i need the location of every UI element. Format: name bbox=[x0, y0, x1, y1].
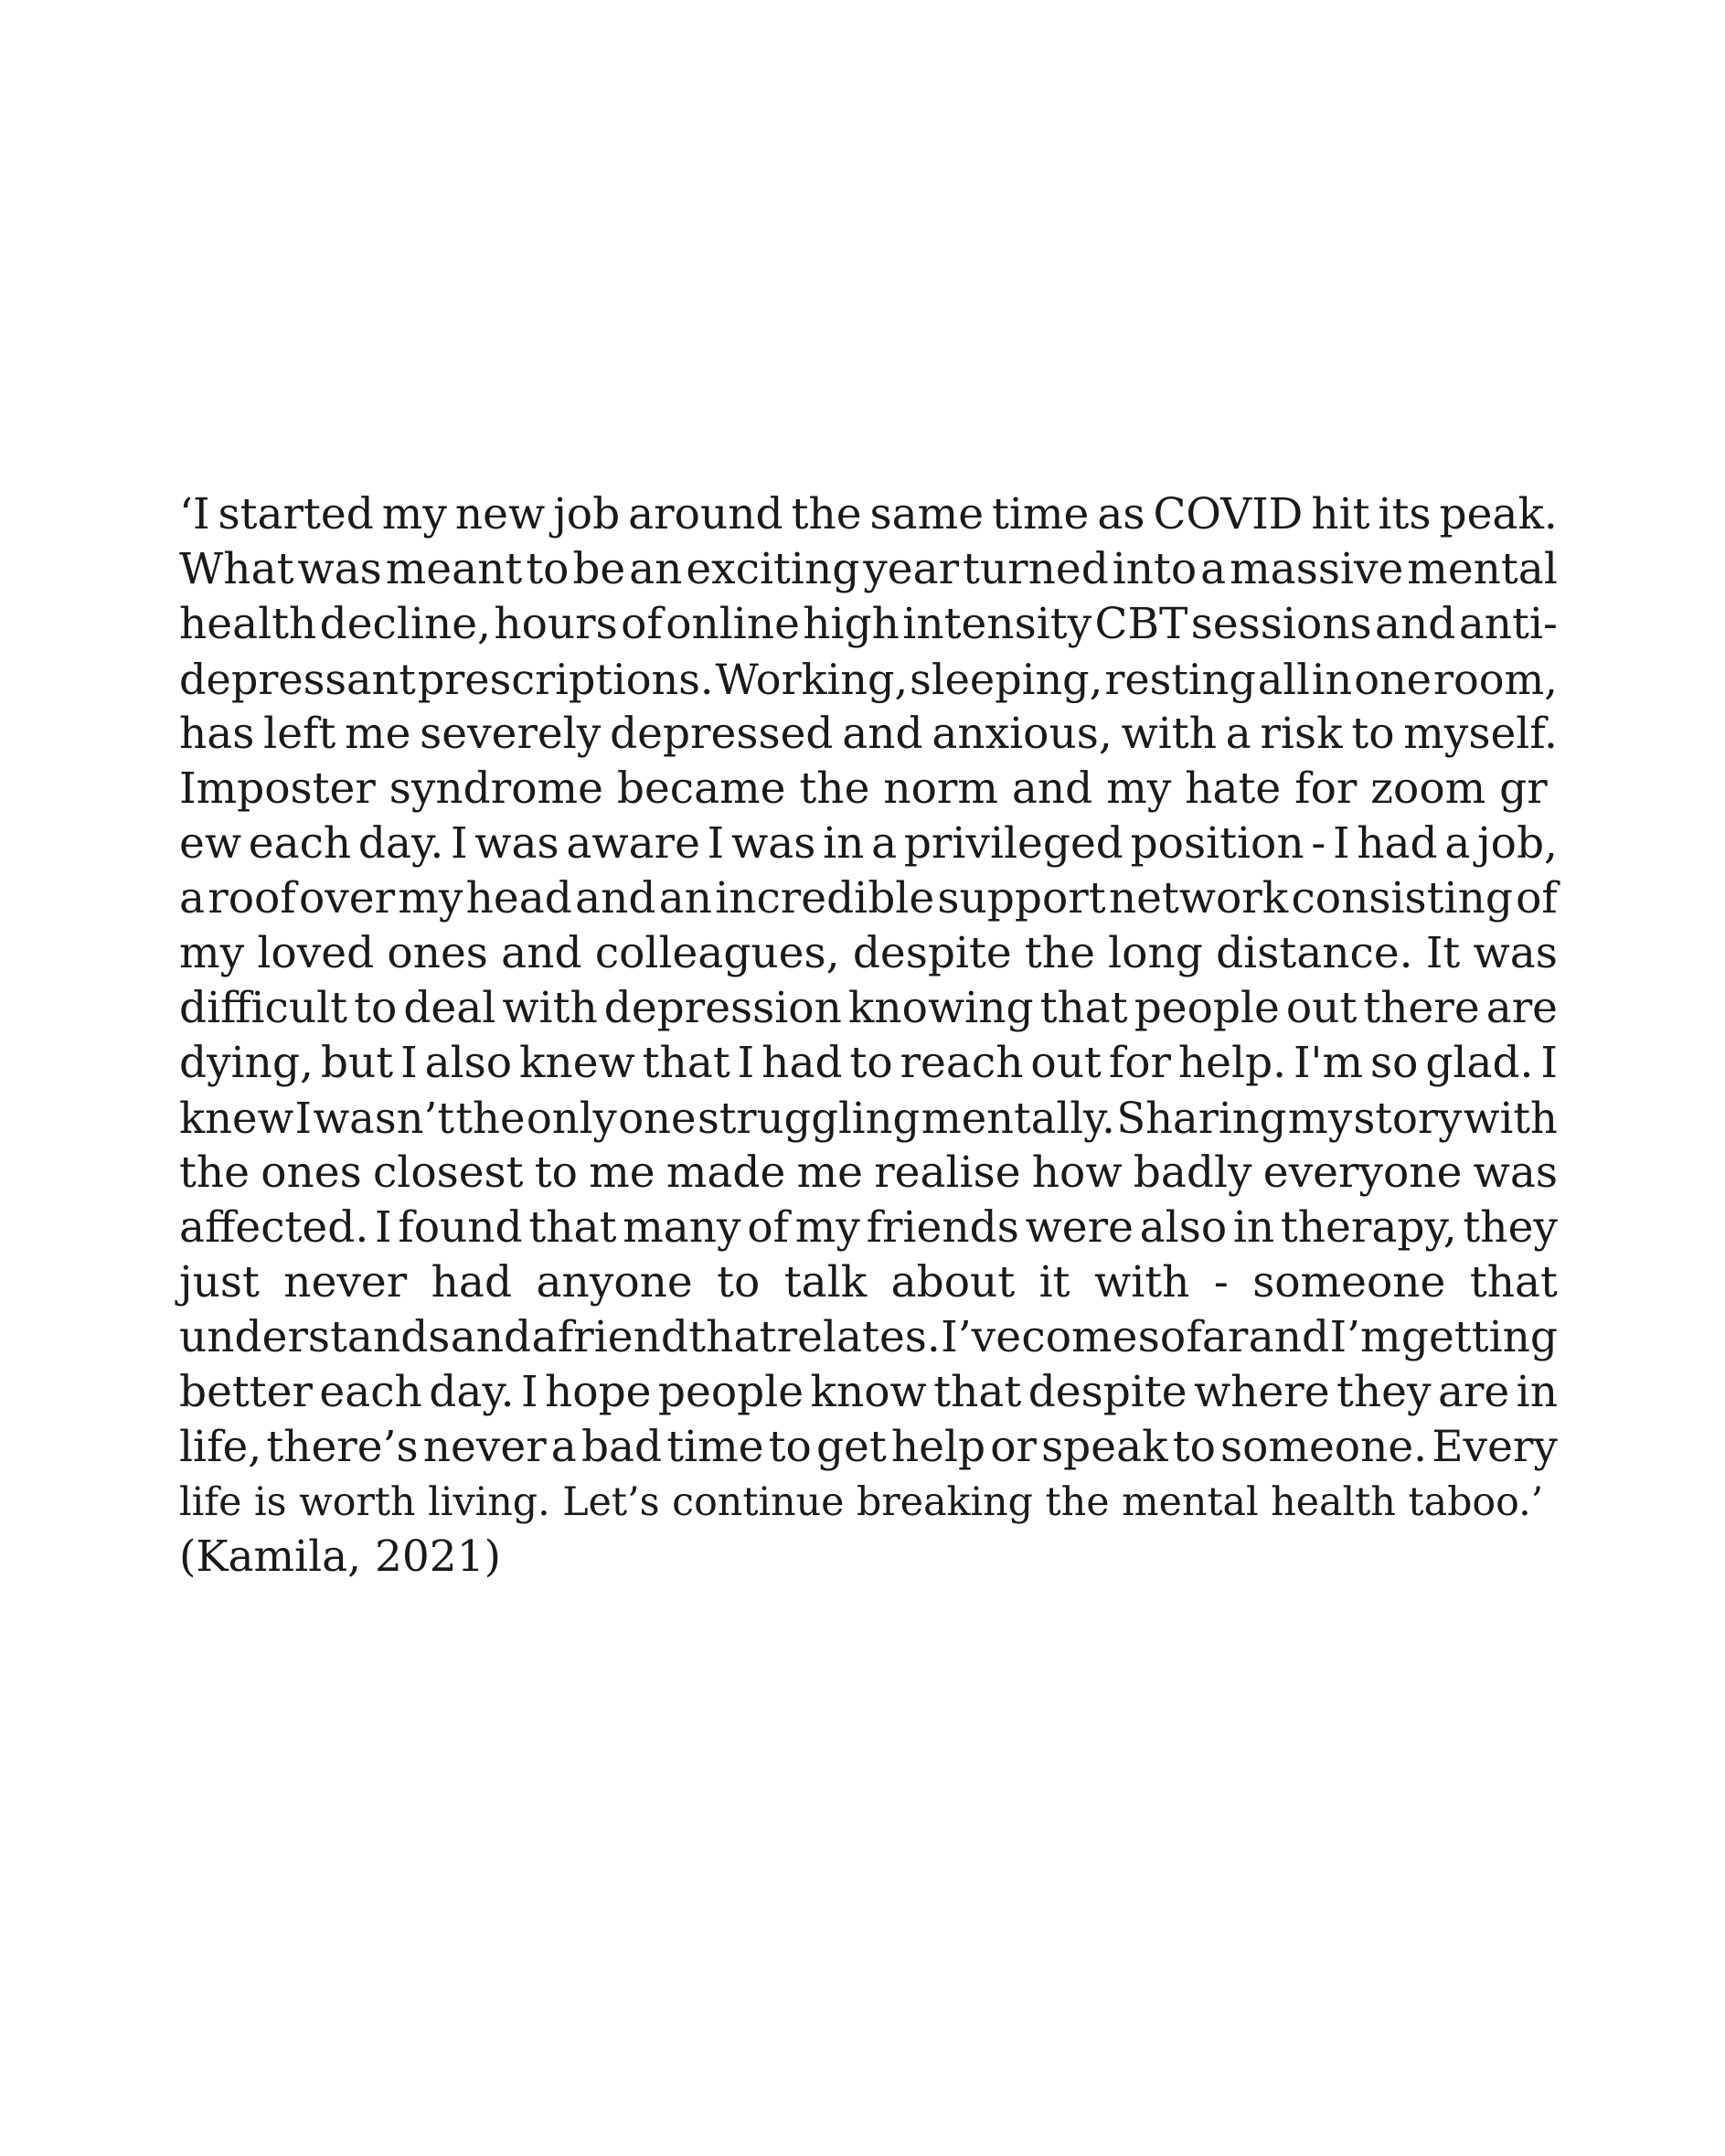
quote-line: health decline, hours of online high intensity CBT sessions and anti- bbox=[179, 599, 1558, 649]
quote-line: better each day. I hope people know that despite where they are in bbox=[179, 1367, 1558, 1417]
quote-line: life is worth living. Let’s continue breaking the mental health taboo.’ bbox=[179, 1479, 1544, 1525]
quote-line: understands and a friend that relates. I’ve come so far and I’m getting bbox=[179, 1312, 1558, 1362]
quote-line: my loved ones and colleagues, despite the long distance. It was bbox=[179, 928, 1558, 978]
quote-line: ‘I started my new job around the same time as COVID hit its peak. bbox=[179, 489, 1558, 539]
quote-line: has left me severely depressed and anxious, with a risk to myself. bbox=[179, 709, 1558, 759]
testimonial-quote bbox=[179, 487, 1558, 1585]
quote-line: depressant prescriptions. Working, sleeping, resting all in one room, bbox=[179, 655, 1558, 704]
quote-line: difficult to deal with depression knowing that people out there are bbox=[179, 983, 1558, 1033]
quote-line: ew each day. I was aware I was in a privileged position - I had a job, bbox=[179, 818, 1558, 869]
quote-line: life, there’s never a bad time to get help or speak to someone. Every bbox=[179, 1422, 1558, 1472]
quote-line: Imposter syndrome became the norm and my hate for zoom gr bbox=[179, 763, 1548, 814]
quote-citation: (Kamila, 2021) bbox=[179, 1532, 501, 1582]
quote-line: just never had anyone to talk about it with - someone that bbox=[179, 1257, 1558, 1307]
quote-line: What was meant to be an exciting year turned into a massive mental bbox=[179, 544, 1558, 594]
quote-line: a roof over my head and an incredible support network consisting of bbox=[179, 873, 1558, 923]
quote-line: knew I wasn’t the only one struggling mentally. Sharing my story with bbox=[179, 1094, 1558, 1143]
quote-line: dying, but I also knew that I had to reach out for help. I'm so glad. I bbox=[179, 1038, 1558, 1088]
quote-line: the ones closest to me made me realise how badly everyone was bbox=[179, 1147, 1558, 1198]
quote-line: affected. I found that many of my friends were also in therapy, they bbox=[179, 1202, 1558, 1253]
